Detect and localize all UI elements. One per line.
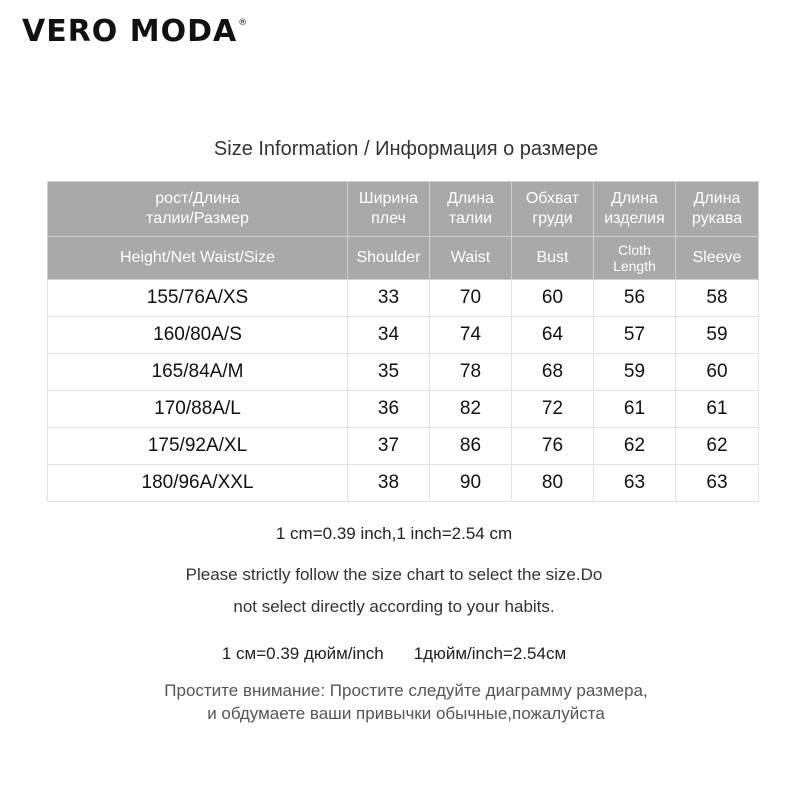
cell-size: 175/92A/XL (48, 428, 348, 465)
conversion-ru-inch: 1дюйм/inch=2.54см (413, 644, 567, 663)
cell-shoulder: 38 (348, 465, 430, 502)
cell-sleeve: 60 (676, 354, 759, 391)
cell-size: 155/76A/XS (48, 280, 348, 317)
cell-shoulder: 33 (348, 280, 430, 317)
header-en-shoulder (348, 237, 430, 280)
conversion-note-en: 1 cm=0.39 inch,1 inch=2.54 cm (275, 524, 513, 543)
cell-shoulder: 35 (348, 354, 430, 391)
header-en-shoulder-line: Shoulder (356, 249, 421, 266)
header-ru-waist (430, 182, 512, 237)
header-ru-shoulder-line: Ширина (358, 190, 419, 207)
cell-waist: 90 (430, 465, 512, 502)
cell-waist: 86 (430, 428, 512, 465)
header-ru-sleeve-line: Длина (693, 190, 741, 207)
cell-waist: 78 (430, 354, 512, 391)
header-ru-cloth-length-line: Длина (611, 190, 658, 207)
header-en-cloth-length-line: Cloth (618, 242, 651, 258)
cell-cloth-length: 56 (594, 280, 676, 317)
header-row-ru (48, 182, 759, 237)
brand-name: VERO MODA (22, 14, 238, 49)
brand-logo (22, 14, 248, 49)
cell-size: 170/88A/L (48, 391, 348, 428)
header-ru-sleeve-line: рукава (691, 210, 743, 227)
header-row-en (48, 237, 759, 280)
cell-cloth-length: 59 (594, 354, 676, 391)
cell-waist: 74 (430, 317, 512, 354)
cell-sleeve: 59 (676, 317, 759, 354)
cell-shoulder: 34 (348, 317, 430, 354)
header-ru-shoulder-line: плеч (371, 210, 406, 227)
registered-mark: ® (238, 18, 249, 28)
cell-size: 165/84A/M (48, 354, 348, 391)
advice-ru-line-2: и обдумаете ваши привычки обычные,пожалуйста (207, 704, 605, 723)
cell-bust: 68 (512, 354, 594, 391)
cell-shoulder: 37 (348, 428, 430, 465)
cell-sleeve: 61 (676, 391, 759, 428)
cell-bust: 80 (512, 465, 594, 502)
advice-line-2: not select directly according to your habits. (233, 597, 555, 616)
cell-bust: 60 (512, 280, 594, 317)
table-row (48, 391, 759, 428)
cell-bust: 64 (512, 317, 594, 354)
header-ru-waist-line: Длина (447, 190, 494, 207)
cell-bust: 72 (512, 391, 594, 428)
header-ru-cloth-length (594, 182, 676, 237)
header-en-cloth-length-line: Length (613, 258, 656, 274)
header-en-waist-line: Waist (450, 249, 491, 266)
header-en-cloth-length (594, 237, 676, 280)
cell-waist: 70 (430, 280, 512, 317)
table-row (48, 354, 759, 391)
size-rows (48, 280, 759, 502)
header-en-waist (430, 237, 512, 280)
header-ru-size-line: талии/Размер (146, 210, 249, 227)
size-chart-table (47, 181, 759, 502)
page-title: Size Information / Информация о размере (213, 138, 599, 160)
cell-size: 160/80A/S (48, 317, 348, 354)
header-en-size (48, 237, 348, 280)
cell-shoulder: 36 (348, 391, 430, 428)
cell-sleeve: 63 (676, 465, 759, 502)
table-row (48, 317, 759, 354)
table-row (48, 465, 759, 502)
advice-line-1: Please strictly follow the size chart to select the size.Do (185, 565, 603, 584)
table-row (48, 280, 759, 317)
header-ru-bust-line: груди (532, 210, 573, 227)
header-en-bust (512, 237, 594, 280)
cell-bust: 76 (512, 428, 594, 465)
header-ru-size-line: рост/Длина (155, 190, 240, 207)
header-ru-size (48, 182, 348, 237)
header-en-sleeve (676, 237, 759, 280)
header-ru-waist-line: талии (448, 210, 493, 227)
cell-sleeve: 62 (676, 428, 759, 465)
header-ru-bust-line: Обхват (525, 190, 580, 207)
conversion-ru-cm: 1 см=0.39 дюйм/inch (221, 644, 384, 663)
header-en-sleeve-line: Sleeve (692, 249, 742, 266)
table-row (48, 428, 759, 465)
cell-sleeve: 58 (676, 280, 759, 317)
cell-size: 180/96A/XXL (48, 465, 348, 502)
cell-cloth-length: 57 (594, 317, 676, 354)
conversion-note-ru (0, 644, 788, 664)
advice-ru (0, 679, 800, 725)
cell-cloth-length: 62 (594, 428, 676, 465)
header-en-size-line: Height/Net Waist/Size (119, 249, 275, 266)
header-ru-bust (512, 182, 594, 237)
header-en-bust-line: Bust (536, 249, 569, 266)
header-ru-sleeve (676, 182, 759, 237)
advice-ru-line-1: Простите внимание: Простите следуйте диаграмму размера, (164, 681, 648, 700)
cell-waist: 82 (430, 391, 512, 428)
cell-cloth-length: 61 (594, 391, 676, 428)
cell-cloth-length: 63 (594, 465, 676, 502)
header-ru-cloth-length-line: изделия (604, 210, 665, 227)
header-ru-shoulder (348, 182, 430, 237)
